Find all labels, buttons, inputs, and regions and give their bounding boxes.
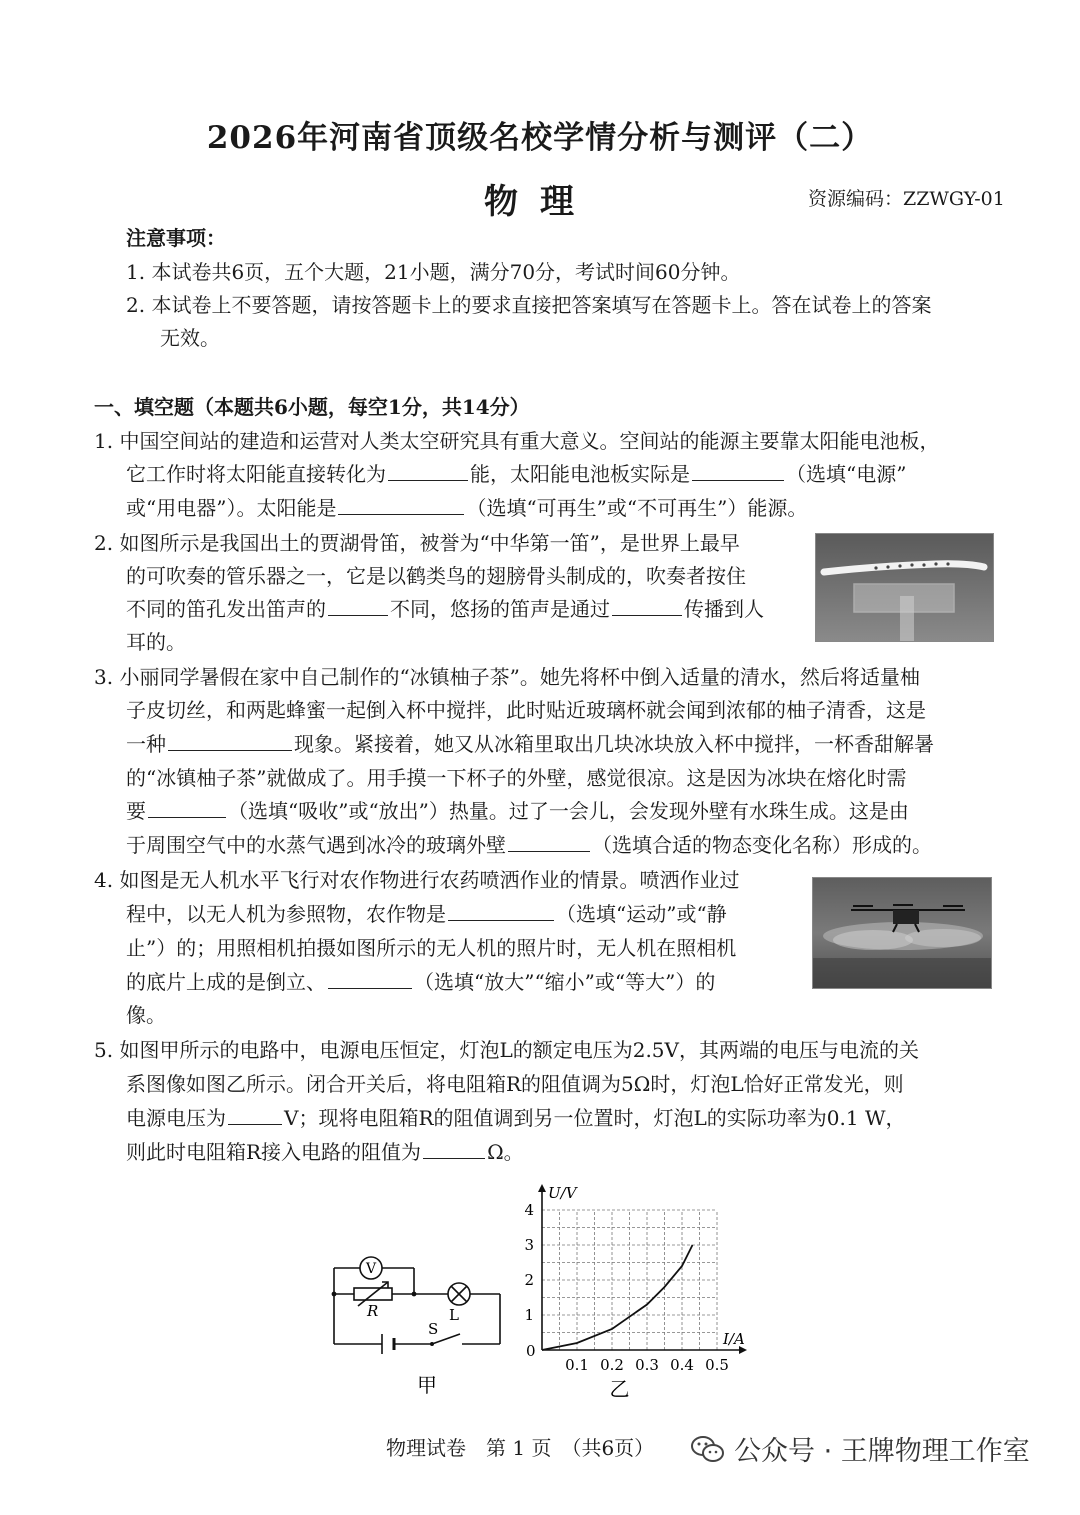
switch-label: S	[428, 1320, 439, 1338]
q1-line-2	[126, 458, 906, 491]
q4-blank-1	[448, 919, 554, 921]
y-tick-label: 2	[524, 1271, 534, 1289]
q3-text-c: 要	[126, 799, 146, 823]
q3-line-6	[126, 829, 932, 862]
note-item-2-cont: 无效。	[160, 326, 220, 350]
q2-text-c: 传播到人	[684, 597, 764, 621]
y-axis-label: U/V	[548, 1184, 577, 1202]
exam-title: 2026年河南省顶级名校学情分析与测评（二）	[206, 120, 874, 156]
circuit-caption: 甲	[417, 1373, 437, 1397]
switch-pivot	[430, 1342, 434, 1346]
ui-graph	[520, 1170, 760, 1402]
lamp-label: L	[449, 1306, 459, 1324]
y-axis-arrow	[538, 1184, 546, 1192]
q1-blank-2	[692, 479, 784, 481]
x-tick-label: 0.4	[670, 1356, 694, 1374]
q1-blank-1	[388, 479, 468, 481]
voltmeter-label: V	[365, 1261, 377, 1277]
resistor-label: R	[367, 1302, 379, 1320]
q2-line-4: 耳的。	[126, 630, 186, 654]
circuit-diagram	[320, 1240, 520, 1400]
notes-heading: 注意事项：	[126, 226, 226, 250]
resource-code: 资源编码：ZZWGY-01	[808, 188, 1005, 210]
q3-text-d: （选填“吸收”或“放出”）热量。过了一会儿，会发现外壁有水珠生成。这是由	[228, 799, 909, 823]
graph-caption: 乙	[609, 1377, 630, 1401]
q4-line-3: 止”）的；用照相机拍摄如图所示的无人机的照片时，无人机在照相机	[126, 936, 737, 960]
q1-text-d: 或“用电器”）。太阳能是	[126, 496, 337, 520]
q4-line-5: 像。	[126, 1003, 166, 1027]
q5-text-c: 则此时电阻箱R接入电路的阻值为	[126, 1140, 422, 1164]
q3-line-2: 子皮切丝，和两匙蜂蜜一起倒入杯中搅拌，此时贴近玻璃杯就会闻到浓郁的柚子清香，这是	[126, 698, 926, 722]
x-axis-label: I/A	[723, 1330, 745, 1348]
y-tick-label: 1	[524, 1306, 534, 1324]
q1-line-1: 1. 中国空间站的建造和运营对人类太空研究具有重大意义。空间站的能源主要靠太阳能电池板，	[94, 429, 940, 453]
subject-title: 物理	[484, 182, 596, 222]
q5-line-1: 5. 如图甲所示的电路中，电源电压恒定，灯泡L的额定电压为2.5V，其两端的电压与电流的关	[94, 1038, 919, 1062]
q1-line-3	[126, 492, 807, 525]
q3-blank-2	[148, 816, 226, 818]
q2-line-3	[126, 593, 764, 626]
junction-dot-left	[332, 1292, 337, 1297]
x-tick-label: 0.3	[635, 1356, 659, 1374]
q4-line-2	[126, 898, 727, 931]
page-footer: 物理试卷 第 1 页 （共6页）	[386, 1436, 655, 1460]
q3-text-e: 于周围空气中的水蒸气遇到冰冷的玻璃外壁	[126, 833, 506, 857]
q3-line-4: 的“冰镇柚子茶”就做成了。用手摸一下杯子的外壁，感觉很凉。这是因为冰块在熔化时需	[126, 766, 907, 790]
q3-text-b: 现象。紧接着，她又从冰箱里取出几块冰块放入杯中搅拌，一杯香甜解暑	[294, 732, 934, 756]
section-heading: 一、填空题（本题共6小题，每空1分，共14分）	[94, 395, 530, 419]
graph-axes	[538, 1184, 747, 1354]
bone-flute-photo	[815, 533, 994, 642]
junction-dot-right	[412, 1292, 417, 1297]
graph-grid	[542, 1210, 717, 1350]
q1-blank-3	[338, 513, 464, 515]
x-tick-label: 0.5	[705, 1356, 729, 1374]
q4-line-4	[126, 966, 715, 999]
wechat-icon	[690, 1434, 726, 1464]
note-item-1: 1. 本试卷共6页，五个大题，21小题，满分70分，考试时间60分钟。	[126, 260, 741, 284]
q5-text-b: V；现将电阻箱R的阻值调到另一位置时，灯泡L的实际功率为0.1 W，	[284, 1106, 906, 1130]
q2-blank-1	[328, 614, 388, 616]
q1-text-e: （选填“可再生”或“不可再生”）能源。	[466, 496, 808, 520]
q1-text-a: 它工作时将太阳能直接转化为	[126, 462, 386, 486]
q5-line-2: 系图像如图乙所示。闭合开关后，将电阻箱R的阻值调为5Ω时，灯泡L恰好正常发光，则	[126, 1072, 904, 1096]
q4-line-1: 4. 如图是无人机水平飞行对农作物进行农药喷洒作业的情景。喷洒作业过	[94, 868, 740, 892]
q5-line-3	[126, 1102, 906, 1135]
q2-line-1: 2. 如图所示是我国出土的贾湖骨笛，被誉为“中华第一笛”，是世界上最早	[94, 531, 740, 555]
q1-text-b: 能，太阳能电池板实际是	[470, 462, 690, 486]
y-tick-label: 3	[524, 1236, 534, 1254]
q2-line-2: 的可吹奏的管乐器之一，它是以鹤类鸟的翅膀骨头制成的，吹奏者按住	[126, 564, 746, 588]
y-tick-label: 4	[524, 1201, 534, 1219]
x-tick-label: 0.2	[600, 1356, 624, 1374]
q4-text-d: （选填“放大”“缩小”或“等大”）的	[414, 970, 716, 994]
note-item-2: 2. 本试卷上不要答题，请按答题卡上的要求直接把答案填写在答题卡上。答在试卷上的答案	[126, 293, 932, 317]
q3-blank-1	[168, 749, 292, 751]
x-tick-label: 0.1	[565, 1356, 589, 1374]
q5-blank-2	[423, 1157, 485, 1159]
q4-text-c: 的底片上成的是倒立、	[126, 970, 326, 994]
q3-line-3	[126, 728, 934, 761]
origin-label: 0	[526, 1342, 536, 1360]
q5-text-a: 电源电压为	[126, 1106, 226, 1130]
q1-text-c: （选填“电源”	[786, 462, 907, 486]
q3-text-f: （选填合适的物态变化名称）形成的。	[592, 833, 932, 857]
q3-blank-3	[508, 850, 590, 852]
q2-text-a: 不同的笛孔发出笛声的	[126, 597, 326, 621]
q2-blank-2	[612, 614, 682, 616]
q4-text-b: （选填“运动”或“静	[556, 902, 727, 926]
q5-line-4	[126, 1136, 524, 1169]
q5-text-d: Ω。	[487, 1140, 524, 1164]
q4-blank-2	[328, 987, 412, 989]
q5-blank-1	[228, 1123, 282, 1125]
drone-photo	[812, 877, 992, 989]
q3-line-1: 3. 小丽同学暑假在家中自己制作的“冰镇柚子茶”。她先将杯中倒入适量的清水，然后将适量柚	[94, 665, 920, 689]
q3-text-a: 一种	[126, 732, 166, 756]
q4-text-a: 程中，以无人机为参照物，农作物是	[126, 902, 446, 926]
watermark-text: 公众号 · 王牌物理工作室	[734, 1436, 1030, 1467]
q2-text-b: 不同，悠扬的笛声是通过	[390, 597, 610, 621]
q3-line-5	[126, 795, 909, 828]
